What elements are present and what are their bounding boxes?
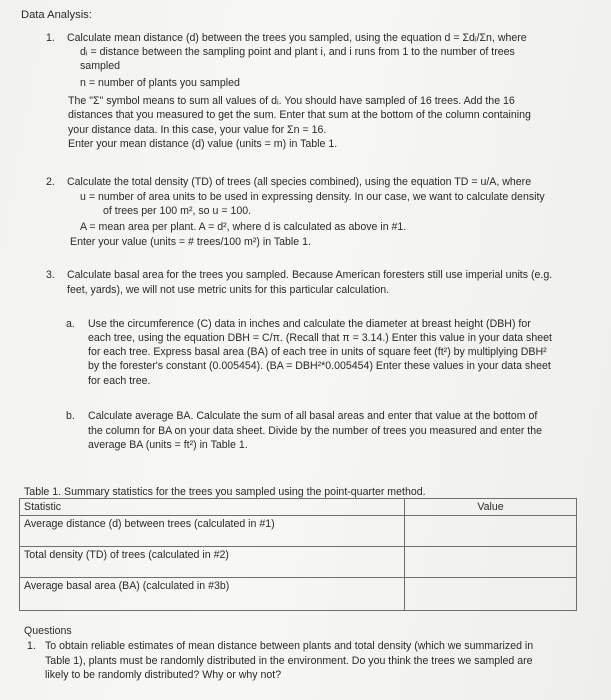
step-3-number: 3. bbox=[46, 269, 55, 281]
step-3b-line: Calculate average BA. Calculate the sum of all basal areas and enter that value at the bottom of bbox=[88, 410, 538, 422]
step-2-line: u = number of area units to be used in expressing density. In our case, we want to calculate density bbox=[80, 191, 545, 203]
step-1-number: 1. bbox=[46, 32, 55, 44]
data-analysis-heading: Data Analysis: bbox=[21, 9, 92, 21]
step-1-line: your distance data. In this case, your value for Σn = 16. bbox=[68, 124, 327, 136]
row-label-average-basal-area: Average basal area (BA) (calculated in #3b) bbox=[20, 578, 405, 611]
step-3a-line: for each tree. bbox=[88, 375, 151, 387]
step-3b-line: the column for BA on your data sheet. Divide by the number of trees you measured and enter the bbox=[88, 425, 543, 437]
table-row bbox=[20, 516, 577, 547]
step-1-line: dᵢ = distance between the sampling point and plant i, and i runs from 1 to the number of trees bbox=[80, 46, 515, 58]
step-2-line: of trees per 100 m², so u = 100. bbox=[103, 205, 252, 217]
table-row bbox=[20, 578, 577, 611]
value-cell-average-basal-area[interactable] bbox=[405, 578, 577, 611]
question-1-line: likely to be randomly distributed? Why or why not? bbox=[45, 669, 282, 681]
step-1-line: distances that you measured to get the sum. Enter that sum at the bottom of the column containing bbox=[68, 109, 531, 121]
step-3a-line: Use the circumference (C) data in inches and calculate the diameter at breast height (DBH) for bbox=[88, 318, 531, 330]
step-3b-label: b. bbox=[66, 410, 75, 422]
question-1-number: 1. bbox=[27, 640, 36, 652]
table-caption: Table 1. Summary statistics for the trees you sampled using the point-quarter method. bbox=[24, 486, 426, 498]
table-row bbox=[20, 547, 577, 578]
step-3-line: feet, yards), we will not use metric units for this particular calculation. bbox=[67, 284, 390, 296]
step-3b-line: average BA (units = ft²) in Table 1. bbox=[88, 439, 248, 451]
step-1-line: The "Σ" symbol means to sum all values of dᵢ. You should have sampled of 16 trees. Add the 16 bbox=[68, 95, 515, 107]
step-2-number: 2. bbox=[46, 176, 55, 188]
step-1-line: n = number of plants you sampled bbox=[80, 77, 240, 89]
questions-heading: Questions bbox=[24, 625, 72, 637]
step-3a-line: for each tree. Express basal area (BA) of each tree in units of square feet (ft²) by multiplying DBH² bbox=[88, 346, 547, 358]
column-header-statistic: Statistic bbox=[20, 499, 405, 516]
row-label-total-density: Total density (TD) of trees (calculated in #2) bbox=[20, 547, 405, 578]
step-3a-line: by the forester's constant (0.005454). (BA = DBH²*0.005454) Enter these values in your data sheet bbox=[88, 360, 551, 372]
step-2-line: Calculate the total density (TD) of trees (all species combined), using the equation TD = u/A, where bbox=[67, 176, 532, 188]
step-1-line: sampled bbox=[80, 60, 121, 72]
row-label-average-distance: Average distance (d) between trees (calculated in #1) bbox=[20, 516, 405, 547]
step-1-line: Enter your mean distance (d) value (units = m) in Table 1. bbox=[68, 138, 338, 150]
question-1-line: Table 1), plants must be randomly distributed in the environment. Do you think the trees we sampled are bbox=[45, 655, 533, 667]
value-cell-total-density[interactable] bbox=[405, 547, 577, 578]
step-2-line: Enter your value (units = # trees/100 m²) in Table 1. bbox=[70, 236, 311, 248]
step-1-line: Calculate mean distance (d) between the trees you sampled, using the equation d = Σdᵢ/Σn, where bbox=[67, 32, 527, 44]
step-3-line: Calculate basal area for the trees you sampled. Because American foresters still use imperial units (e.g. bbox=[67, 269, 553, 281]
step-3a-line: each tree, using the equation DBH = C/π. (Recall that π = 3.14.) Enter this value in your data sheet bbox=[88, 332, 552, 344]
column-header-value: Value bbox=[405, 499, 577, 516]
step-2-line: A = mean area per plant. A = d², where d is calculated as above in #1. bbox=[80, 221, 407, 233]
step-3a-label: a. bbox=[66, 318, 75, 330]
table-header-row bbox=[20, 499, 577, 516]
value-cell-average-distance[interactable] bbox=[405, 516, 577, 547]
summary-statistics-table bbox=[19, 498, 577, 611]
question-1-line: To obtain reliable estimates of mean distance between plants and total density (which we summarized in bbox=[45, 640, 534, 652]
